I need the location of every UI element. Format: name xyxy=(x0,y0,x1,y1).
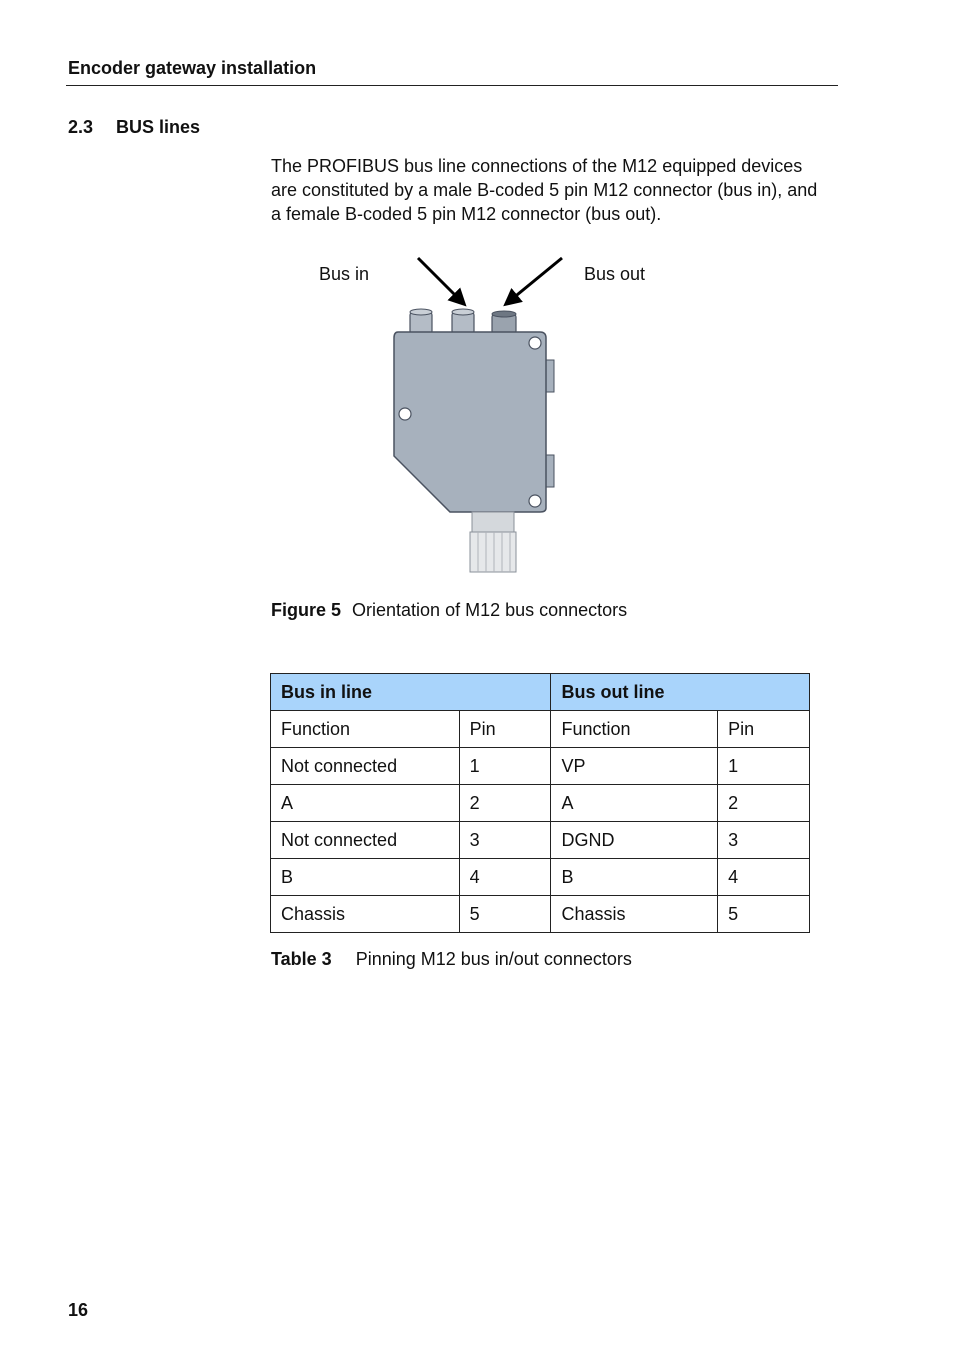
table-column-header xyxy=(271,711,810,748)
table-cell: B xyxy=(271,859,460,896)
intro-paragraph: The PROFIBUS bus line connections of the M12 equipped devices are constituted by a male B-coded 5 pin M12 connector (bus in), and a female B-coded 5 pin M12 connector (bus out). xyxy=(271,156,818,224)
bus-out-group-header: Bus out line xyxy=(551,674,810,711)
column-header: Pin xyxy=(459,711,551,748)
table-cell: 4 xyxy=(459,859,551,896)
bus-out-arrow xyxy=(506,258,562,304)
table-cell: Chassis xyxy=(271,896,460,933)
table-row xyxy=(271,785,810,822)
page-number: 16 xyxy=(68,1300,89,1320)
bus-in-arrow xyxy=(418,258,464,304)
figure-caption-label: Figure 5 xyxy=(271,600,342,620)
table-cell: 1 xyxy=(718,748,810,785)
table-cell: 4 xyxy=(718,859,810,896)
column-header: Function xyxy=(551,711,718,748)
table-caption xyxy=(271,949,632,970)
device-housing xyxy=(394,332,546,512)
table-cell: DGND xyxy=(551,822,718,859)
table-cell: Not connected xyxy=(271,822,460,859)
table-cell: 3 xyxy=(718,822,810,859)
figure-caption xyxy=(271,600,627,621)
bus-out-label: Bus out xyxy=(584,264,646,284)
table-cell: 2 xyxy=(718,785,810,822)
column-header: Function xyxy=(271,711,460,748)
table-cell: 5 xyxy=(718,896,810,933)
table-cell: 1 xyxy=(459,748,551,785)
table-cell: B xyxy=(551,859,718,896)
header-rule xyxy=(66,85,838,86)
bus-in-label: Bus in xyxy=(319,264,370,284)
table-cell: 2 xyxy=(459,785,551,822)
table-cell: Not connected xyxy=(271,748,460,785)
bottom-connector xyxy=(470,512,516,572)
table-caption-text: Pinning M12 bus in/out connectors xyxy=(355,949,632,969)
running-header: Encoder gateway installation xyxy=(68,58,317,78)
section-title: BUS lines xyxy=(116,117,201,137)
table-row xyxy=(271,822,810,859)
table-cell: A xyxy=(271,785,460,822)
table-cell: 3 xyxy=(459,822,551,859)
figure-caption-text: Orientation of M12 bus connectors xyxy=(352,600,628,620)
table-group-header xyxy=(271,674,810,711)
table-cell: Chassis xyxy=(551,896,718,933)
table-cell: A xyxy=(551,785,718,822)
table-row xyxy=(271,859,810,896)
section-number: 2.3 xyxy=(68,117,94,137)
table-caption-label: Table 3 xyxy=(271,949,332,969)
gateway-device-illustration xyxy=(380,250,580,580)
column-header: Pin xyxy=(718,711,810,748)
table-row xyxy=(271,748,810,785)
pinning-table xyxy=(270,673,810,933)
table-cell: 5 xyxy=(459,896,551,933)
table-cell: VP xyxy=(551,748,718,785)
top-connectors xyxy=(410,309,516,334)
bus-in-group-header: Bus in line xyxy=(271,674,551,711)
table-row xyxy=(271,896,810,933)
